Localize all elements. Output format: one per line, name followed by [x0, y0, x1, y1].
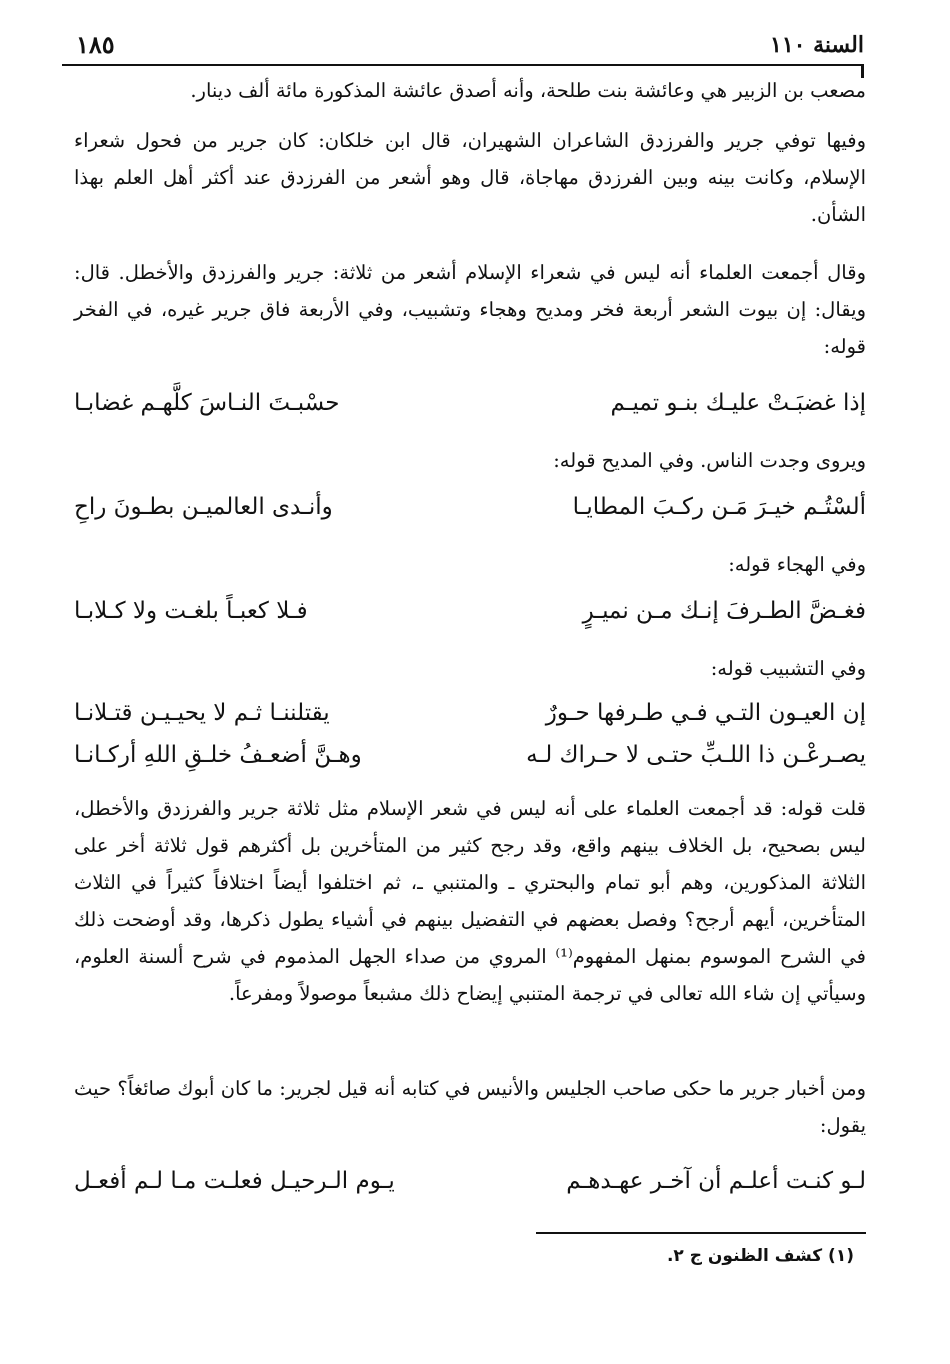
- verse-first-hemistich: فغـضَّ الطـرفَ إنـك مـن نميـرٍ: [582, 598, 866, 624]
- page-number: ١٨٥: [76, 30, 115, 59]
- verse-first-hemistich: يصـرعْـن ذا اللـبِّ حتـى لا حـراك لـه: [526, 742, 866, 768]
- verse-second-hemistich: وهـنَّ أضعـفُ خلـقِ اللهِ أركـانـا: [74, 742, 362, 768]
- verse-first-hemistich: لـو كنـت أعلـم أن آخـر عهـدهـم: [566, 1168, 866, 1194]
- page-header: [66, 28, 864, 62]
- verse-line: [74, 598, 866, 642]
- verse-second-hemistich: يـوم الـرحيـل فعلـت مـا لـم أفعـل: [74, 1168, 395, 1194]
- verse-line: [74, 1168, 866, 1212]
- header-rule: [62, 64, 864, 66]
- verse-line: [74, 494, 866, 538]
- paragraph-continuation: مصعب بن الزبير هي وعائشة بنت طلحة، وأنه أصدق عائشة المذكورة مائة ألف دينار.: [190, 79, 866, 102]
- paragraph-consensus: وقال أجمعت العلماء أنه ليس في شعراء الإسلام أشعر من ثلاثة: جرير والفرزدق والأخطل. قال: ويقال: إن بيوت الشعر أربعة فخر ومديح وهجاء وتشبيب، وفي الأربعة فاق جرير غيره، في الفخر قوله:: [74, 261, 866, 358]
- verse-first-hemistich: ألسْتُـم خيـرَ مَـن ركـبَ المطايـا: [572, 494, 866, 520]
- paragraph-madih-intro: ويروى وجدت الناس. وفي المديح قوله:: [553, 449, 866, 472]
- verse-second-hemistich: وأنـدى العالميـن بطـونَ راحِ: [74, 494, 333, 520]
- paragraph-tashbib-intro: وفي التشبيب قوله:: [710, 657, 866, 680]
- footnote: (١) كشف الظنون ج ٢.: [666, 1246, 854, 1266]
- verse-second-hemistich: يقتلننـا ثـم لا يحيـيـن قتـلانـا: [74, 700, 330, 726]
- verse-second-hemistich: فـلا كعبـاً بلغـت ولا كـلابـا: [74, 598, 308, 624]
- running-head: السنة ١١٠: [770, 32, 864, 58]
- paragraph-author-comment: قلت قوله: قد أجمعت العلماء على أنه ليس في شعر الإسلام مثل ثلاثة جرير والفرزدق والأخطل، ليس بصحيح، بل الخلاف بينهم واقع، وقد رجح كثير من المتأخرين بل أكثرهم قول ثلاثة أخر على الثلاثة المذكورين، وهم أبو تمام والبحتري ـ والمتنبي ـ، ثم اختلفوا أيضاً اختلافاً كثيراً في الثلاث المتأخرين، أيهم أرجح؟ وفصل بعضهم في التفضيل بينهم في أشياء يطول ذكرها، وقد أوضحت ذلك في الشرح الموسوم بمنهل المفهوم⁽¹⁾ المروي من صداء الجهل المذموم في شرح ألسنة العلوم، وسيأتي إن شاء الله تعالى في ترجمة المتنبي إيضاح ذلك مشبعاً موصولاً ومفرعاً.: [74, 797, 866, 1005]
- paragraph-death-notice: وفيها توفي جرير والفرزدق الشاعران الشهيران، قال ابن خلكان: كان جرير من فحول شعراء الإسلام، وكانت بينه وبين الفرزدق مهاجاة، قال وهو أشعر من الفرزدق عند أكثر أهل العلم بهذا الشأن.: [74, 129, 866, 226]
- paragraph-hija-intro: وفي الهجاء قوله:: [728, 553, 866, 576]
- verse-line: [74, 700, 866, 744]
- verse-first-hemistich: إذا غضبَـتْ عليـك بنـو تميـم: [610, 390, 866, 416]
- paragraph-jarir-anecdote: ومن أخبار جرير ما حكى صاحب الجليس والأنيس في كتابه أنه قيل لجرير: ما كان أبوك صائغاً؟ حيث يقول:: [74, 1077, 866, 1137]
- verse-first-hemistich: إن العيـون التـي فـي طـرفها حـورٌ: [545, 700, 866, 726]
- verse-second-hemistich: حسْبـتَ النـاسَ كلَّهـم غضابـا: [74, 390, 340, 416]
- verse-line: [74, 390, 866, 434]
- verse-line: [74, 742, 866, 786]
- footnote-rule: [536, 1232, 866, 1234]
